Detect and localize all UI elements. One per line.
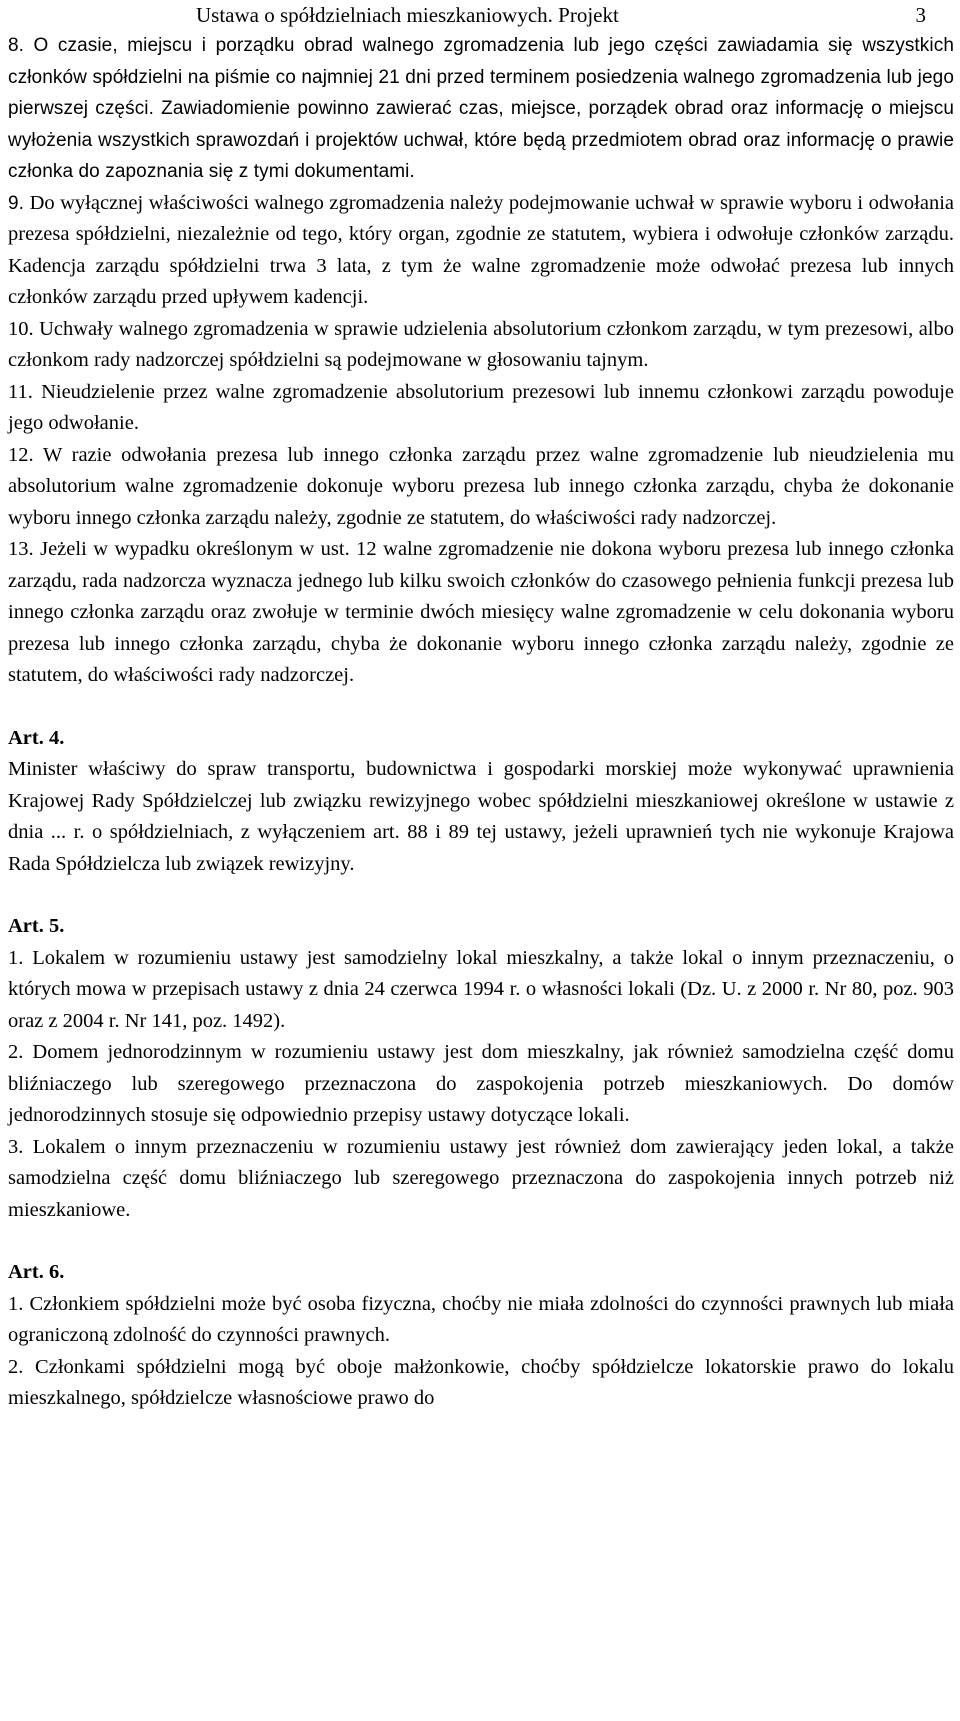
article-6-paragraph-1 xyxy=(8,1289,954,1352)
article-6-paragraph-2 xyxy=(8,1352,954,1415)
paragraph-text: Uchwały walnego zgromadzenia w sprawie udzielenia absolutorium członkom zarządu, w tym prezesowi, albo członkom rady nadzorczej spółdzielni są podejmowane w głosowaniu tajnym. xyxy=(8,317,954,371)
paragraph-text: Członkami spółdzielni mogą być oboje małżonkowie, choćby spółdzielcze lokatorskie prawo do lokalu mieszkalnego, spółdzielcze własnościowe prawo do xyxy=(8,1355,955,1409)
paragraph-number: 2. xyxy=(8,1041,24,1063)
paragraph-number: 13. xyxy=(8,538,34,560)
paragraph-text: Lokalem w rozumieniu ustawy jest samodzielny lokal mieszkalny, a także lokal o innym przeznaczeniu, o których mowa w przepisach ustawy z dnia 24 czerwca 1994 r. o własności lokali (Dz. U. z 2000 r. Nr 80, poz. 903 oraz z 2004 r. Nr 141, poz. 1492). xyxy=(8,946,955,1032)
paragraph-number: 12. xyxy=(8,443,34,466)
paragraph-number: 1. xyxy=(8,1292,24,1315)
paragraph-number: 10. xyxy=(8,317,34,340)
paragraph-number: 3. xyxy=(8,1135,24,1158)
page-number: 3 xyxy=(915,3,926,27)
paragraph-number: 9. xyxy=(8,192,25,214)
paragraph-text: Członkiem spółdzielni może być osoba fizyczna, choćby nie miała zdolności do czynności prawnych lub miała ograniczoną zdolność do czynności prawnych. xyxy=(8,1292,955,1346)
article-5-paragraph-3 xyxy=(8,1132,954,1227)
article-heading-4: Art. 4. xyxy=(8,726,65,749)
paragraph-9 xyxy=(8,188,954,314)
header-title: Ustawa o spółdzielniach mieszkaniowych. Projekt xyxy=(196,3,619,27)
paragraph-8 xyxy=(8,30,954,188)
paragraph-text: W razie odwołania prezesa lub innego członka zarządu przez walne zgromadzenie lub nieudzielenia mu absolutorium walne zgromadzenie dokonuje wyboru prezesa lub innego członka zarządu, chyba że dokonanie wyboru innego członka zarządu należy, zgodnie ze statutem, do właściwości rady nadzorczej. xyxy=(8,443,954,529)
paragraph-text: Jeżeli w wypadku określonym w ust. 12 walne zgromadzenie nie dokona wyboru prezesa lub innego członka zarządu, rada nadzorcza wyznacza jednego lub kilku swoich członków do czasowego pełnienia funkcji prezesa lub innego członka zarządu oraz zwołuje w terminie dwóch miesięcy walne zgromadzenie w celu dokonania wyboru prezesa lub innego członka zarządu, chyba że dokonanie wyboru innego członka zarządu należy, zgodnie ze statutem, do właściwości rady nadzorczej. xyxy=(8,538,954,686)
paragraph-13 xyxy=(8,534,954,692)
paragraph-number: 8. xyxy=(8,35,25,56)
article-heading-5: Art. 5. xyxy=(8,915,65,937)
paragraph-number: 1. xyxy=(8,946,24,969)
article-heading-6: Art. 6. xyxy=(8,1261,65,1283)
paragraph-number: 11. xyxy=(8,380,33,403)
paragraph-text: Nieudzielenie przez walne zgromadzenie absolutorium prezesowi lub innemu członkowi zarządu powoduje jego odwołanie. xyxy=(8,380,954,434)
paragraph-10 xyxy=(8,314,954,377)
paragraph-text: Lokalem o innym przeznaczeniu w rozumieniu ustawy jest również dom zawierający jeden lokal, a także samodzielna część domu bliźniaczego lub szeregowego przeznaczona do zaspokojenia innych potrzeb niż mieszkaniowe. xyxy=(8,1135,954,1221)
paragraph-text: Do wyłącznej właściwości walnego zgromadzenia należy podejmowanie uchwał w sprawie wyboru i odwołania prezesa spółdzielni, niezależnie od tego, który organ, zgodnie ze statutem, wybiera i odwołuje członków zarządu. Kadencja zarządu spółdzielni trwa 3 lata, z tym że walne zgromadzenie może odwołać prezesa lub innych członków zarządu przed upływem kadencji. xyxy=(8,191,954,308)
article-5-paragraph-2 xyxy=(8,1037,954,1132)
paragraph-12 xyxy=(8,440,954,535)
paragraph-11 xyxy=(8,377,954,440)
article-5-paragraph-1 xyxy=(8,943,954,1038)
paragraph-text: O czasie, miejscu i porządku obrad walnego zgromadzenia lub jego części zawiadamia się wszystkich członków spółdzielni na piśmie co najmniej 21 dni przed terminem posiedzenia walnego zgromadzenia lub jego pierwszej części. Zawiadomienie powinno zawierać czas, miejsce, porządek obrad oraz informację o miejscu wyłożenia wszystkich sprawozdań i projektów uchwał, które będą przedmiotem obrad oraz informację o prawie członka do zapoznania się z tymi dokumentami. xyxy=(8,35,954,182)
article-4-text: Minister właściwy do spraw transportu, budownictwa i gospodarki morskiej może wykonywać uprawnienia Krajowej Rady Spółdzielczej lub związku rewizyjnego wobec spółdzielni mieszkaniowej określone w ustawie z dnia ... r. o spółdzielniach, z wyłączeniem art. 88 i 89 tej ustawy, jeżeli uprawnień tych nie wykonuje Krajowa Rada Spółdzielcza lub związek rewizyjny. xyxy=(8,758,954,875)
paragraph-number: 2. xyxy=(8,1355,24,1378)
document-body xyxy=(8,30,954,1415)
paragraph-text: Domem jednorodzinnym w rozumieniu ustawy jest dom mieszkalny, jak również samodzielna część domu bliźniaczego lub szeregowego przeznaczona do zaspokojenia potrzeb mieszkaniowych. Do domów jednorodzinnych stosuje się odpowiednio przepisy ustawy dotyczące lokali. xyxy=(8,1041,954,1126)
